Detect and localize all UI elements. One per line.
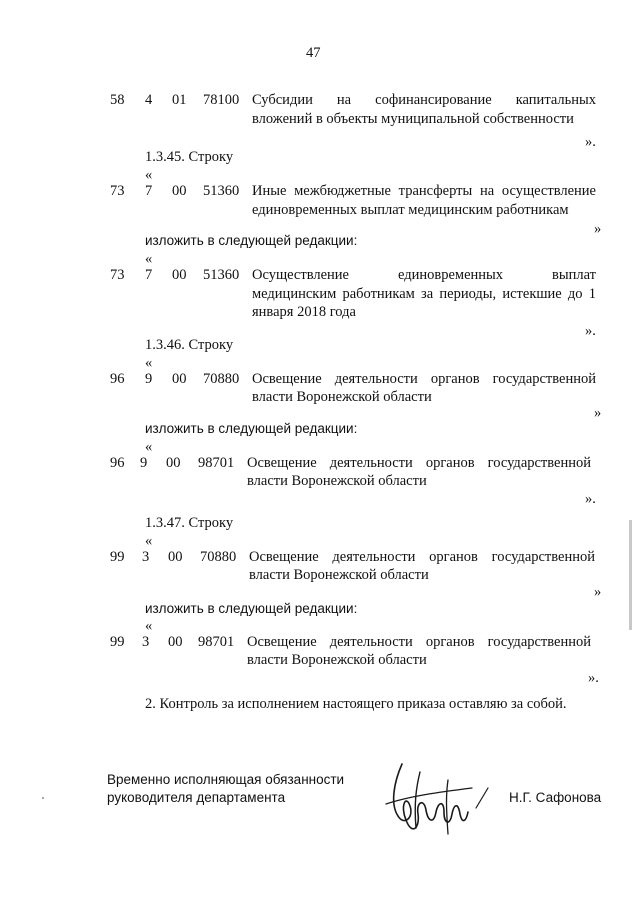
cell-description-line1: Освещение деятельности органов государственной [252,371,596,387]
cell-code-4: 51360 [203,183,240,199]
cell-code-2: 9 [140,455,148,471]
cell-code-4: 70880 [200,549,237,565]
cell-code-2: 7 [145,183,153,199]
closing-quote: » [594,405,602,421]
cell-description-line2: медицинским работникам за периоды, истекшие до 1 [252,286,596,302]
cell-description-line1: Освещение деятельности органов государственной [247,455,591,471]
cell-code-4: 78100 [203,92,240,108]
cell-code-3: 00 [172,371,187,387]
opening-quote: « [145,618,153,634]
signatory-position-line2: руководителя департамента [107,790,286,805]
control-paragraph: 2. Контроль за исполнением настоящего приказа оставляю за собой. [145,696,567,712]
cell-description-line2: власти Воронежской области [249,567,429,583]
scan-speck [42,797,44,799]
cell-description-line1: Освещение деятельности органов государственной [249,549,595,565]
closing-quote: » [594,584,602,600]
cell-code-3: 00 [168,549,183,565]
opening-quote: « [145,533,153,549]
cell-code-1: 96 [110,371,125,387]
cell-code-2: 4 [145,92,153,108]
cell-code-4: 70880 [203,371,240,387]
closing-quote: » [594,221,602,237]
cell-code-4: 98701 [198,634,235,650]
cell-code-3: 00 [172,183,187,199]
cell-description-line1: Иные межбюджетные трансферты на осуществление [252,183,596,199]
cell-description-line1: Осуществление единовременных выплат [252,267,596,283]
handwritten-signature [380,758,490,840]
cell-code-3: 00 [166,455,181,471]
closing-quote: ». [585,323,596,339]
cell-code-2: 7 [145,267,153,283]
closing-quote: ». [585,134,596,150]
cell-description-line2: власти Воронежской области [247,652,427,668]
cell-code-1: 99 [110,634,125,650]
cell-code-4: 51360 [203,267,240,283]
opening-quote: « [145,167,153,183]
page-number: 47 [306,45,321,61]
signatory-position-line1: Временно исполняющая обязанности [107,772,345,787]
scan-edge-shadow [629,520,632,630]
opening-quote: « [145,439,153,455]
cell-description-line2: единовременных выплат медицинским работникам [252,202,569,218]
cell-code-2: 9 [145,371,153,387]
cell-code-3: 00 [172,267,187,283]
cell-code-4: 98701 [198,455,235,471]
cell-code-1: 96 [110,455,125,471]
cell-description-line1: Субсидии на софинансирование капитальных [252,92,596,108]
cell-code-1: 58 [110,92,125,108]
cell-code-1: 73 [110,183,125,199]
cell-description-line3: января 2018 года [252,304,356,320]
cell-code-3: 01 [172,92,187,108]
cell-description-line2: вложений в объекты муниципальной собственности [252,111,574,127]
cell-code-1: 99 [110,549,125,565]
section-heading: изложить в следующей редакции: [145,233,358,248]
section-heading: изложить в следующей редакции: [145,421,358,436]
signatory-name: Н.Г. Сафонова [509,790,602,805]
section-heading: 1.3.46. Строку [145,337,234,353]
section-heading: изложить в следующей редакции: [145,601,358,616]
cell-code-1: 73 [110,267,125,283]
section-heading: 1.3.47. Строку [145,515,234,531]
cell-code-2: 3 [142,549,150,565]
cell-description-line2: власти Воронежской области [252,389,432,405]
cell-code-2: 3 [142,634,150,650]
closing-quote: ». [585,491,596,507]
cell-description-line1: Освещение деятельности органов государственной [247,634,591,650]
section-heading: 1.3.45. Строку [145,149,234,165]
opening-quote: « [145,251,153,267]
cell-code-3: 00 [168,634,183,650]
cell-description-line2: власти Воронежской области [247,473,427,489]
closing-quote: ». [588,670,599,686]
opening-quote: « [145,355,153,371]
